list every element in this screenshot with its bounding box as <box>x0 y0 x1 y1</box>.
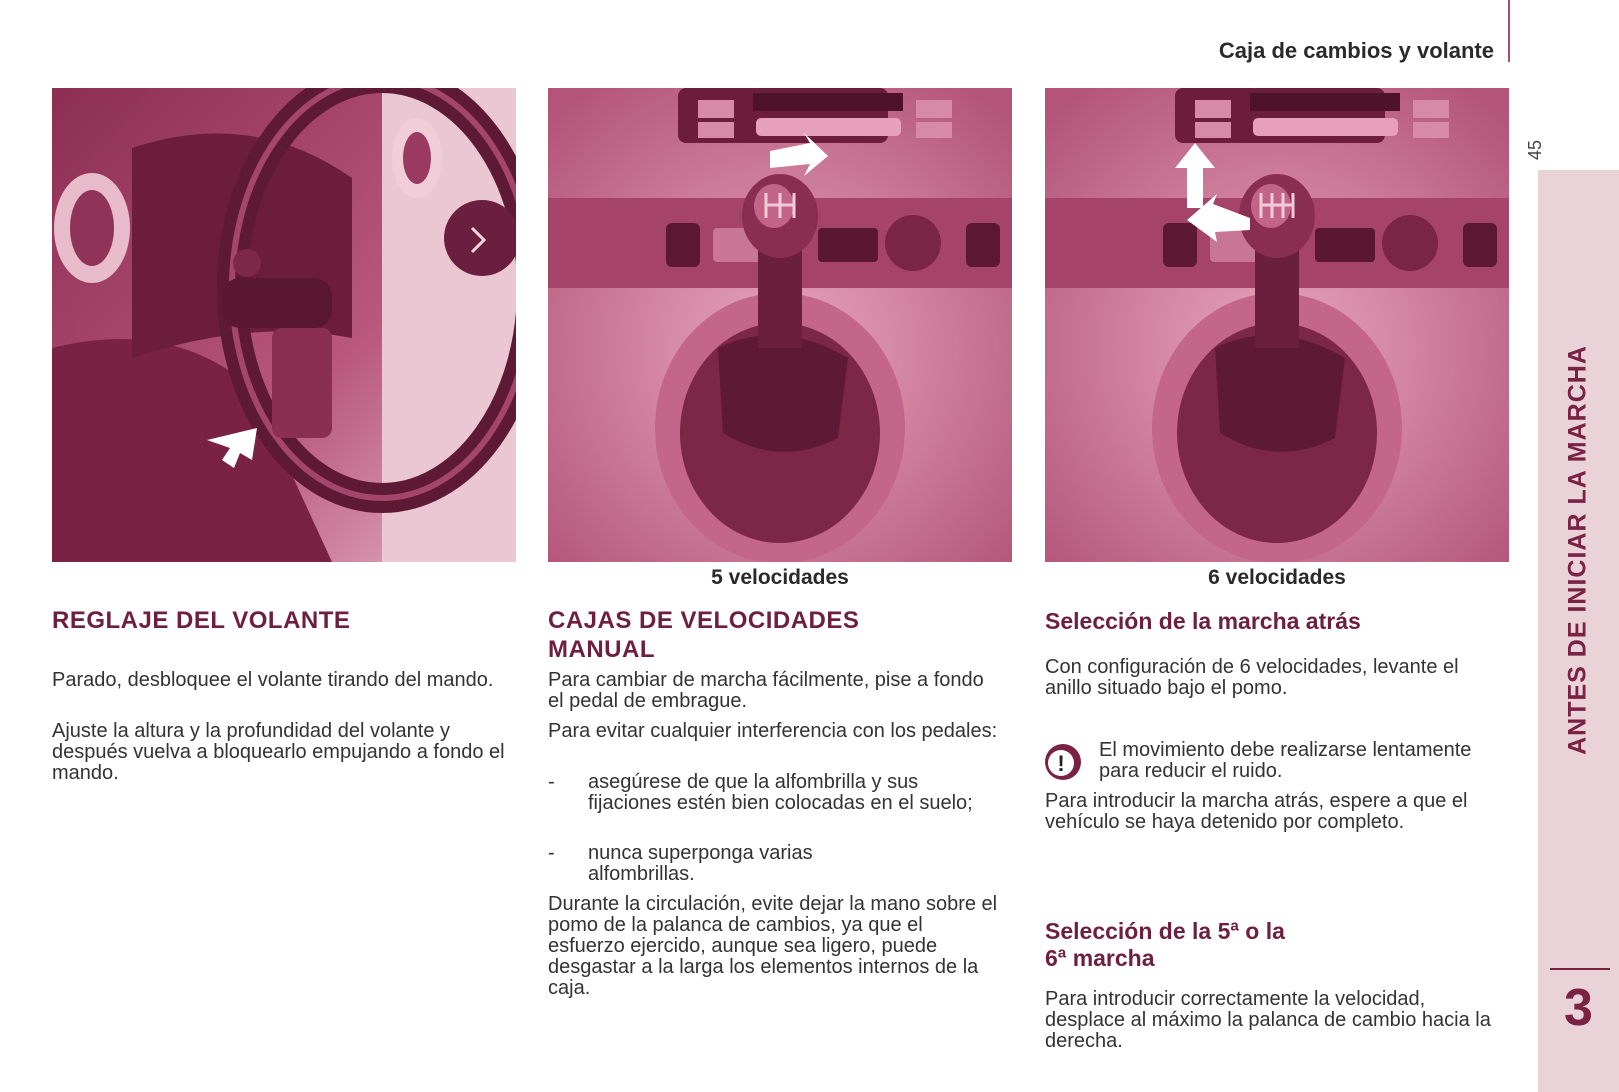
reverse-gear-para-2: Para introducir la marcha atrás, espere a que el vehículo se haya detenido por completo. <box>1045 790 1468 833</box>
steering-adjust-para-2: Ajuste la altura y la profundidad del volante y después vuelva a bloquearlo empujando a fondo el mando. <box>52 720 505 784</box>
steering-adjust-para-1: Parado, desbloquee el volante tirando del mando. <box>52 669 494 691</box>
steering-wheel-photo <box>52 88 516 562</box>
warning-text: El movimiento debe realizarse lentamente para reducir el ruido. <box>1099 739 1472 782</box>
fifth-sixth-heading-line-2: 6ª marcha <box>1045 945 1155 971</box>
reverse-gear-heading: Selección de la marcha atrás <box>1045 608 1361 634</box>
page-number: 45 <box>1525 139 1545 161</box>
fifth-sixth-gear-para: Para introducir correctamente la velocidad, desplace al máximo la palanca de cambio hacia la derecha. <box>1045 988 1491 1052</box>
bullet-dash: - <box>548 771 555 793</box>
bullet-text: nunca superponga varias alfombrillas. <box>588 842 813 885</box>
five-speed-gearbox-photo <box>548 88 1012 562</box>
chapter-rule <box>1550 968 1610 970</box>
gearbox-para-1: Para cambiar de marcha fácilmente, pise a fondo el pedal de embrague. <box>548 669 984 712</box>
six-speed-caption: 6 velocidades <box>1208 566 1346 589</box>
fifth-sixth-heading-line-1: Selección de la 5ª o la <box>1045 918 1285 944</box>
six-speed-gearbox-photo <box>1045 88 1509 562</box>
list-item <box>548 843 1018 887</box>
warning-glyph: ! <box>1057 751 1065 776</box>
gearbox-para-3: Durante la circulación, evite dejar la mano sobre el pomo de la palanca de cambios, ya que el esfuerzo ejercido, aunque sea ligero, puede desgastar a la larga los elementos internos de la caja. <box>548 893 998 999</box>
manual-gearbox-heading <box>548 606 1018 664</box>
manual-gearbox-heading-line-1: CAJAS DE VELOCIDADES <box>548 607 860 634</box>
header-rule <box>1508 0 1510 62</box>
chapter-title: ANTES DE INICIAR LA MARCHA <box>1563 345 1592 755</box>
bullet-dash: - <box>548 842 555 864</box>
running-header: Caja de cambios y volante <box>1218 38 1494 63</box>
chapter-number: 3 <box>1564 979 1593 1037</box>
fifth-sixth-gear-heading <box>1045 918 1515 972</box>
five-speed-caption: 5 velocidades <box>711 566 849 589</box>
gearbox-para-2: Para evitar cualquier interferencia con los pedales: <box>548 720 998 742</box>
chapter-tab <box>1538 170 1619 1092</box>
list-item <box>548 772 1018 838</box>
manual-gearbox-heading-line-2: MANUAL <box>548 636 655 663</box>
exclamation-circle-icon <box>1043 742 1083 782</box>
bullet-text: asegúrese de que la alfombrilla y sus fijaciones estén bien colocadas en el suelo; <box>588 771 973 814</box>
reverse-gear-para-1: Con configuración de 6 velocidades, levante el anillo situado bajo el pomo. <box>1045 656 1459 699</box>
steering-adjust-heading: REGLAJE DEL VOLANTE <box>52 607 351 634</box>
